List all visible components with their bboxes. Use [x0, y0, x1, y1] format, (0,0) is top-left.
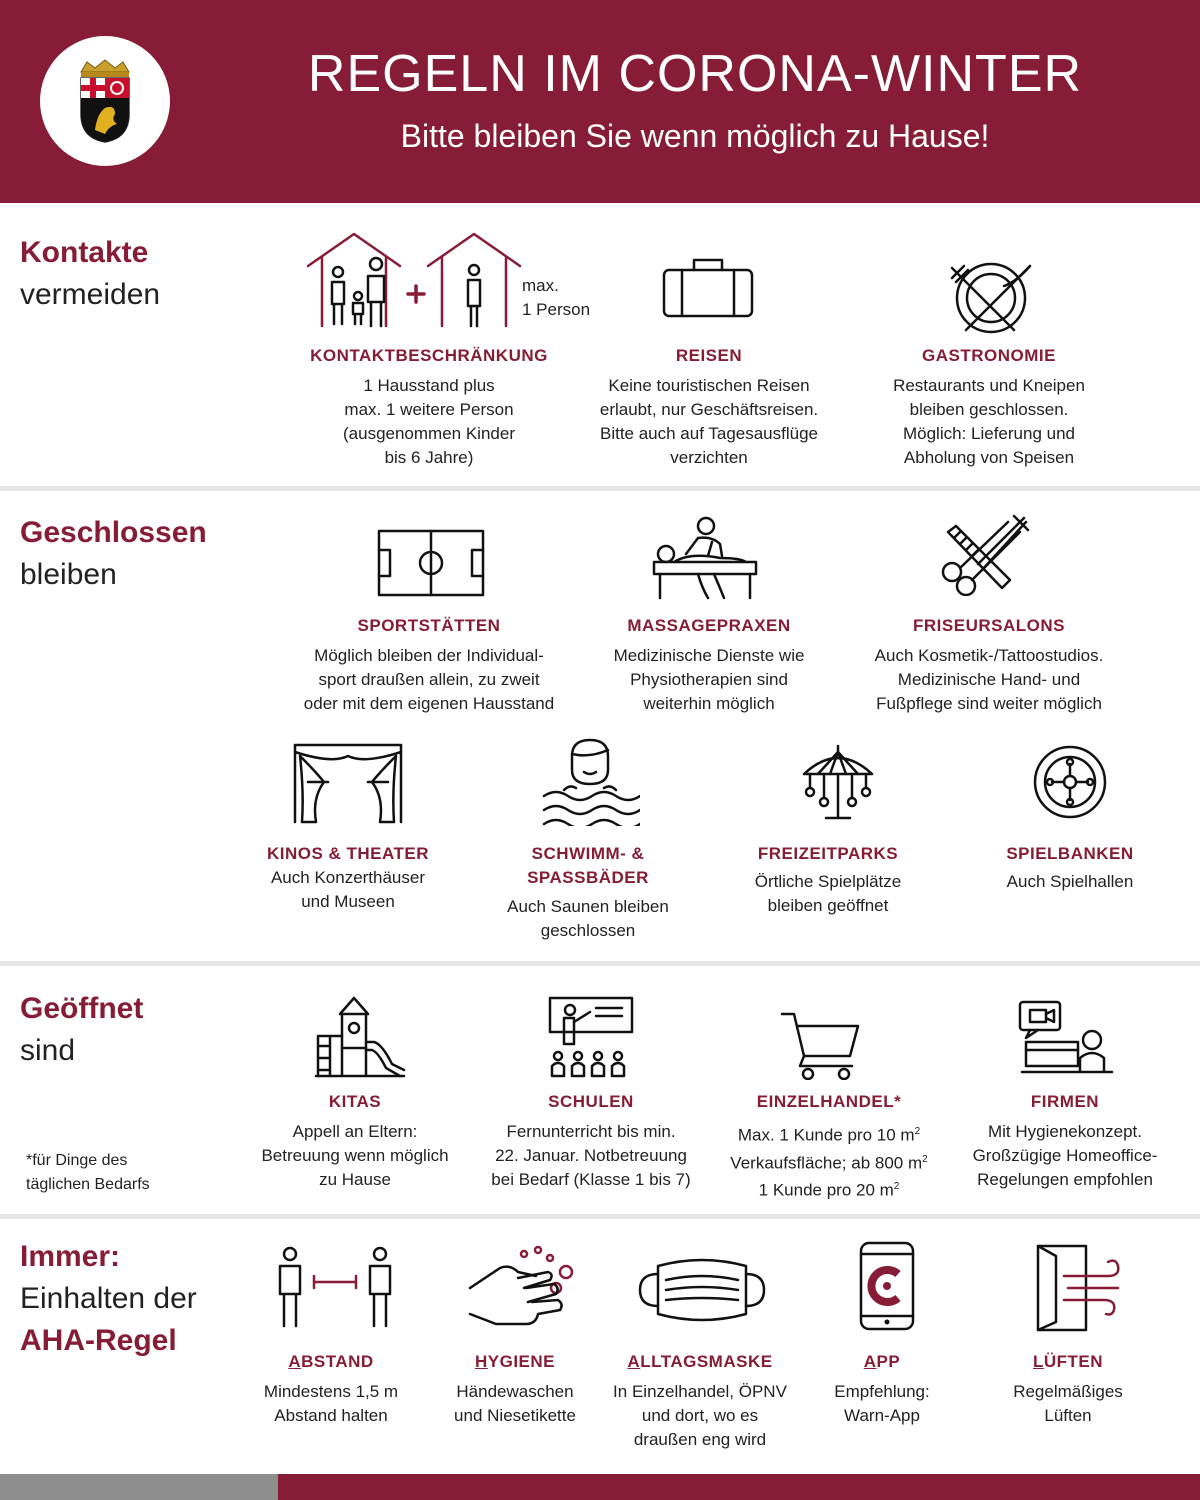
einzelhandel-item — [716, 1090, 942, 1203]
desc-line: In Einzelhandel, ÖPNV — [613, 1382, 787, 1401]
desc-line: Auch Saunen bleiben — [507, 897, 669, 916]
office-worker-icon — [1016, 996, 1116, 1080]
header-banner — [0, 0, 1200, 203]
section-title-kontakte — [20, 232, 160, 316]
massage-icon — [650, 512, 760, 600]
desc-line: (ausgenommen Kinder — [343, 424, 515, 443]
carousel-icon — [798, 744, 878, 820]
state-logo — [40, 36, 170, 166]
desc-line: sport draußen allein, zu zweit — [318, 670, 540, 689]
label-initial: H — [474, 1352, 488, 1371]
section-title-light: vermeiden — [20, 278, 161, 311]
reisen-item — [580, 344, 838, 470]
kontaktbeschraenkung-item — [300, 344, 558, 470]
label-initial: L — [1032, 1352, 1044, 1371]
face-mask-icon — [636, 1254, 768, 1326]
item-label — [426, 1350, 604, 1374]
item-label: REISEN — [675, 346, 743, 365]
desc-line: Medizinische Dienste wie — [613, 646, 805, 665]
desc-line: Abholung von Speisen — [903, 448, 1075, 467]
section-title-bold: Kontakte — [20, 236, 149, 269]
section-title-bold-2: AHA-Regel — [20, 1324, 177, 1357]
item-description — [242, 1380, 420, 1428]
house-note — [522, 274, 590, 322]
desc-line: Warn-App — [844, 1406, 920, 1425]
desc-line: Bitte auch auf Tagesausflüge — [599, 424, 818, 443]
schulen-item — [478, 1090, 704, 1192]
section-title-bold: Geschlossen — [20, 516, 207, 549]
desc-line — [716, 1148, 942, 1176]
sportstaetten-item — [290, 614, 568, 716]
page-title: REGELN IM CORONA-WINTER — [307, 45, 1083, 103]
freizeitparks-item — [718, 842, 938, 918]
house-note-line: max. — [522, 276, 559, 295]
desc-line: Keine touristischen Reisen — [608, 376, 810, 395]
section-divider — [0, 1214, 1200, 1219]
item-label — [242, 1350, 420, 1374]
section-title-geoeffnet — [20, 988, 143, 1072]
coat-of-arms-icon — [75, 58, 135, 144]
hand-washing-icon — [466, 1244, 578, 1328]
item-label: FIRMEN — [1030, 1092, 1100, 1111]
label-rest: LLTAGSMASKE — [640, 1352, 773, 1371]
playground-icon — [312, 994, 408, 1078]
desc-line: und Niesetikette — [454, 1406, 576, 1425]
item-description — [240, 1120, 470, 1192]
label-rest: PP — [876, 1352, 901, 1371]
desc-line: und Museen — [301, 892, 395, 911]
desc-line: geschlossen — [540, 921, 636, 940]
label-line: SPASSBÄDER — [527, 868, 649, 887]
desc-line: 1 Hausstand plus — [363, 376, 495, 395]
item-description — [960, 870, 1180, 894]
item-description — [804, 1380, 960, 1428]
kinos-theater-item — [238, 842, 458, 914]
desc-line: Örtliche Spielplätze — [754, 872, 902, 891]
distance-icon — [272, 1246, 398, 1328]
desc-line: Auch Kosmetik-/Tattoostudios. — [874, 646, 1104, 665]
footer-bar-grey — [0, 1474, 278, 1500]
desc-line: Betreuung wenn möglich — [261, 1146, 449, 1165]
desc-line: Großzügige Homeoffice- — [972, 1146, 1158, 1165]
label-rest: BSTAND — [301, 1352, 374, 1371]
desc-line: Appell an Eltern: — [292, 1122, 418, 1141]
section-title-light: Einhalten der — [20, 1282, 197, 1315]
theater-curtain-icon — [292, 742, 404, 824]
desc-line: Möglich bleiben der Individual- — [314, 646, 544, 665]
section-divider — [0, 961, 1200, 966]
section-title-geschlossen — [20, 512, 207, 596]
label-rest: YGIENE — [487, 1352, 556, 1371]
footnote-line: täglichen Bedarfs — [26, 1176, 150, 1193]
superscript: 2 — [922, 1153, 928, 1165]
app-item — [804, 1350, 960, 1428]
desc-line: bleiben geöffnet — [767, 896, 889, 915]
item-label: FREIZEITPARKS — [757, 844, 899, 863]
section-title-light: sind — [20, 1034, 76, 1067]
superscript: 2 — [893, 1181, 900, 1193]
desc-line: weiterhin möglich — [643, 694, 775, 713]
item-label: KINOS & THEATER — [266, 844, 430, 863]
item-description — [604, 1380, 796, 1452]
item-label: SPORTSTÄTTEN — [357, 616, 501, 635]
item-description — [580, 374, 838, 470]
section-title-bold: Immer: — [20, 1240, 121, 1273]
item-description — [290, 644, 568, 716]
item-description — [950, 1120, 1180, 1192]
desc-line: Restaurants und Kneipen — [893, 376, 1085, 395]
desc-line: Händewaschen — [456, 1382, 574, 1401]
item-label: GASTRONOMIE — [922, 346, 1056, 365]
page-subtitle: Bitte bleiben Sie wenn möglich zu Hause! — [400, 118, 990, 154]
ventilation-window-icon — [1034, 1242, 1124, 1332]
spielbanken-item — [960, 842, 1180, 894]
firmen-item — [950, 1090, 1180, 1192]
item-description — [478, 1120, 704, 1192]
football-field-icon — [376, 528, 486, 598]
item-label: MASSAGEPRAXEN — [627, 616, 791, 635]
item-description — [990, 1380, 1146, 1428]
roulette-icon — [1032, 744, 1108, 820]
desc-line: Abstand halten — [274, 1406, 388, 1425]
alltagsmaske-item — [604, 1350, 796, 1452]
item-description — [580, 644, 838, 716]
item-description — [716, 1120, 942, 1203]
desc-line: bis 6 Jahre) — [384, 448, 474, 467]
item-description — [860, 374, 1118, 470]
massagepraxen-item — [580, 614, 838, 716]
desc-line: oder mit dem eigenen Hausstand — [303, 694, 555, 713]
desc-line: verzichten — [670, 448, 748, 467]
desc-line: erlaubt, nur Geschäftsreisen. — [599, 400, 819, 419]
item-description — [850, 644, 1128, 716]
desc-line: Mit Hygienekonzept. — [987, 1122, 1143, 1141]
hygiene-item — [426, 1350, 604, 1428]
item-description — [300, 374, 558, 470]
desc-line — [716, 1175, 942, 1203]
footer-bar-red — [278, 1474, 1200, 1500]
item-label — [478, 842, 698, 890]
desc-line: Regelungen empfohlen — [977, 1170, 1153, 1189]
desc-line: 22. Januar. Notbetreuung — [495, 1146, 687, 1165]
item-description — [426, 1380, 604, 1428]
desc-text: Max. 1 Kunde pro 10 m — [737, 1125, 915, 1145]
classroom-icon — [546, 994, 636, 1078]
plate-cutlery-icon — [946, 260, 1036, 336]
desc-line: draußen eng wird — [633, 1430, 767, 1449]
kitas-item — [240, 1090, 470, 1192]
desc-line — [716, 1120, 942, 1148]
label-initial: A — [863, 1352, 877, 1371]
item-label: EINZELHANDEL* — [756, 1092, 902, 1111]
item-label — [804, 1350, 960, 1374]
desc-text: 1 Kunde pro 20 m — [758, 1180, 894, 1200]
item-label — [604, 1350, 796, 1374]
item-label — [990, 1350, 1146, 1374]
desc-line: Fußpflege sind weiter möglich — [876, 694, 1102, 713]
abstand-item — [242, 1350, 420, 1428]
label-line: SCHWIMM- & — [531, 844, 645, 863]
desc-line: und dort, wo es — [641, 1406, 759, 1425]
footnote-line: *für Dinge des — [26, 1152, 128, 1169]
desc-line: zu Hause — [319, 1170, 391, 1189]
suitcase-icon — [660, 256, 756, 320]
desc-line: bleiben geschlossen. — [909, 400, 1069, 419]
section-title-immer — [20, 1236, 197, 1362]
scissors-comb-icon — [938, 512, 1034, 596]
desc-line: Mindestens 1,5 m — [263, 1382, 399, 1401]
smartphone-app-icon — [858, 1240, 916, 1332]
desc-line: Physiotherapien sind — [630, 670, 788, 689]
item-label: FRISEURSALONS — [913, 616, 1065, 635]
item-description — [478, 895, 698, 943]
item-description — [718, 870, 938, 918]
lueften-item — [990, 1350, 1146, 1428]
desc-line: Fernunterricht bis min. — [506, 1122, 676, 1141]
schwimmbaeder-item — [478, 842, 698, 943]
item-label: KITAS — [328, 1092, 382, 1111]
desc-line: max. 1 weitere Person — [344, 400, 514, 419]
item-label: SCHULEN — [548, 1092, 634, 1111]
friseursalons-item — [850, 614, 1128, 716]
desc-text: Verkaufsfläche; ab 800 m — [730, 1153, 923, 1173]
house-note-line: 1 Person — [522, 300, 591, 319]
desc-line: bei Bedarf (Klasse 1 bis 7) — [491, 1170, 691, 1189]
superscript: 2 — [914, 1126, 921, 1137]
item-label: SPIELBANKEN — [1006, 844, 1134, 863]
desc-line: Auch Konzerthäuser — [270, 868, 426, 887]
item-description — [238, 866, 458, 914]
shopping-cart-icon — [780, 1010, 862, 1080]
section-divider — [0, 486, 1200, 491]
desc-line: Auch Spielhallen — [1006, 872, 1134, 891]
swimmer-icon — [540, 736, 640, 826]
desc-line: Regelmäßiges — [1013, 1382, 1123, 1401]
item-label: KONTAKTBESCHRÄNKUNG — [310, 346, 548, 365]
section-title-bold: Geöffnet — [20, 992, 144, 1025]
desc-line: Möglich: Lieferung und — [902, 424, 1075, 443]
label-rest: ÜFTEN — [1043, 1352, 1104, 1371]
desc-line: Medizinische Hand- und — [897, 670, 1081, 689]
label-initial: A — [627, 1352, 641, 1371]
footnote — [26, 1149, 150, 1197]
desc-line: Lüften — [1044, 1406, 1092, 1425]
section-title-light: bleiben — [20, 558, 117, 591]
gastronomie-item — [860, 344, 1118, 470]
desc-line: Empfehlung: — [834, 1382, 930, 1401]
label-initial: A — [288, 1352, 302, 1371]
